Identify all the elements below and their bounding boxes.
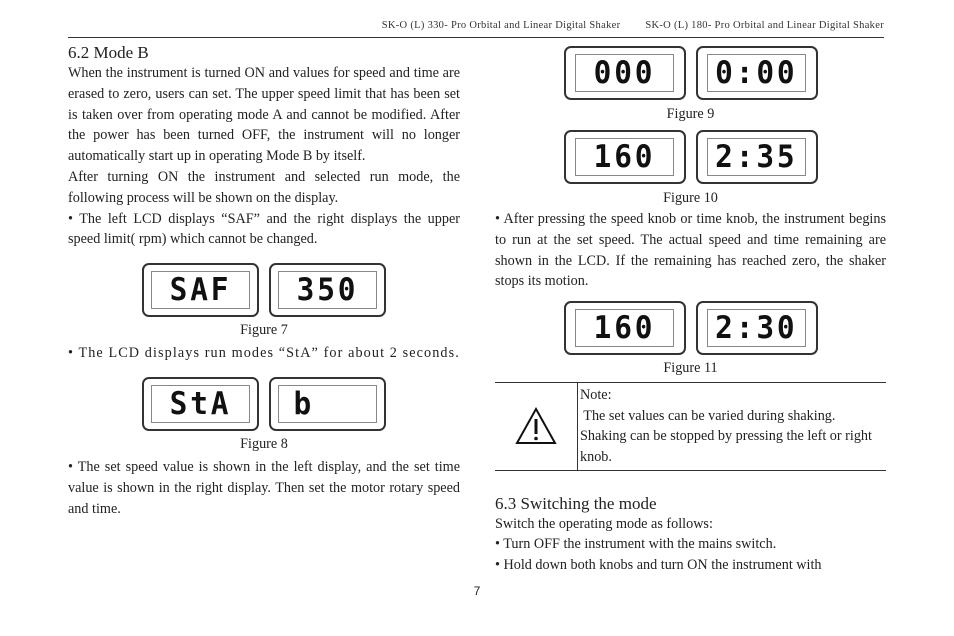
lcd-right-display [696,301,818,355]
note-line: Shaking can be stopped by pressing the left or right knob. [580,428,872,465]
figure-caption: Figure 8 [240,435,288,452]
lcd-right-display [696,130,818,184]
note-box [495,382,886,470]
bullet-item: • Turn OFF the instrument with the mains switch. [495,536,777,553]
lcd-readout: b [293,385,315,422]
header-model-left: SK-O (L) 330- Pro Orbital and Linear Digital Shaker [381,20,621,31]
figure-caption: Figure 7 [240,322,288,339]
left-column [68,42,460,519]
page-number: 7 [473,584,481,598]
header-rule [68,37,884,38]
note-text [578,383,886,469]
lcd-left-display [564,130,686,184]
right-column [495,42,886,576]
lcd-left-display [142,377,259,431]
warning-triangle-icon [495,383,578,469]
lcd-readout: StA [169,385,232,422]
section-title-switching: 6.3 Switching the mode [495,493,657,513]
figure-11-displays [495,301,886,355]
running-header [240,20,884,31]
lcd-left-display [564,46,686,100]
lcd-left-display [564,301,686,355]
bullet-item: • After pressing the speed knob or time knob, the instrument begins to run at the set speed. The actual speed and time remaining are shown in the LCD. If the remaining has reached zero, the shaker stops its motion. [495,211,886,290]
lcd-readout: SAF [169,272,232,309]
note-line: The set values can be varied during shaking. [580,407,836,424]
lcd-readout: 0:00 [715,55,798,91]
bullet-item: • The left LCD displays “SAF” and the right displays the upper speed limit( rpm) which cannot be changed. [68,210,460,248]
lcd-right-display [696,46,818,100]
note-label: Note: [580,387,612,404]
figure-10-displays [495,130,886,184]
lcd-readout: 160 [593,310,656,347]
lcd-left-display [142,263,259,317]
paragraph: After turning ON the instrument and selected run mode, the following process will be shown on the display. [68,168,460,206]
lcd-readout: 160 [593,139,656,175]
bullet-item: • The set speed value is shown in the left display, and the set time value is shown in the right display. Then set the motor rotary speed and time. [68,458,460,517]
header-model-right: SK-O (L) 180- Pro Orbital and Linear Digital Shaker [645,20,884,31]
figure-caption: Figure 11 [663,360,718,377]
figure-caption: Figure 10 [663,190,718,206]
figure-9-displays [495,46,886,100]
lcd-readout: 000 [593,55,656,91]
figure-8-displays [68,377,460,431]
lcd-readout: 2:35 [715,139,798,175]
bullet-item: • The LCD displays run modes “StA” for about 2 seconds. [68,345,460,362]
bullet-item: • Hold down both knobs and turn ON the instrument with [495,557,822,574]
lcd-readout: 2:30 [715,310,798,347]
lcd-right-display [269,263,386,317]
paragraph: Switch the operating mode as follows: [495,515,713,532]
paragraph: When the instrument is turned ON and values for speed and time are erased to zero, users can set. The upper speed limit that has been set is taken over from operating mode A and cannot be modified. After the power has been turned OFF, the instrument will no longer automatically start up in operating Mode B by itself. [68,65,460,165]
lcd-right-display [269,377,386,431]
figure-7-displays [68,263,460,317]
figure-caption: Figure 9 [666,106,715,122]
lcd-readout: 350 [296,272,359,309]
section-title-mode-b: 6.2 Mode B [68,43,149,62]
